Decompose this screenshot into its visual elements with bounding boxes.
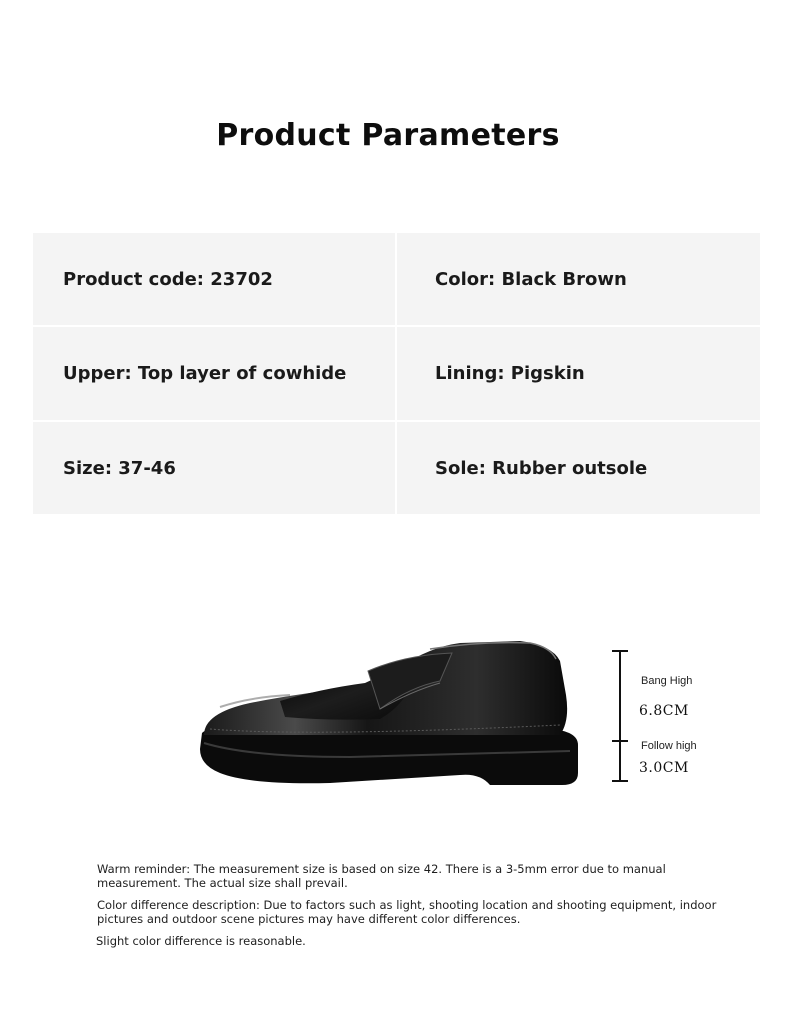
param-color: Color: Black Brown — [397, 233, 760, 325]
height-measure-scale — [608, 650, 632, 782]
bang-high-value: 6.8CM — [639, 703, 689, 719]
follow-high-label: Follow high — [641, 740, 697, 752]
loafer-shoe-illustration — [190, 625, 585, 800]
warm-reminder-text: Warm reminder: The measurement size is based on size 42. There is a 3-5mm error due to manual measurement. The actual size shall prevail. — [97, 862, 666, 890]
param-size: Size: 37-46 — [33, 422, 395, 514]
measure-line-icon — [608, 650, 632, 782]
page-title: Product Parameters — [216, 118, 560, 153]
bang-high-label: Bang High — [641, 675, 693, 687]
param-upper: Upper: Top layer of cowhide — [33, 327, 395, 420]
param-sole: Sole: Rubber outsole — [397, 422, 760, 514]
shoe-image — [190, 625, 585, 800]
follow-high-value: 3.0CM — [639, 760, 689, 776]
parameters-table — [33, 233, 760, 514]
slight-difference-text: Slight color difference is reasonable. — [96, 934, 306, 948]
color-difference-text: Color difference description: Due to factors such as light, shooting location and shooting equipment, indoor pictures and outdoor scene pictures may have different color differences. — [97, 898, 717, 926]
param-product-code: Product code: 23702 — [33, 233, 395, 325]
param-lining: Lining: Pigskin — [397, 327, 760, 420]
